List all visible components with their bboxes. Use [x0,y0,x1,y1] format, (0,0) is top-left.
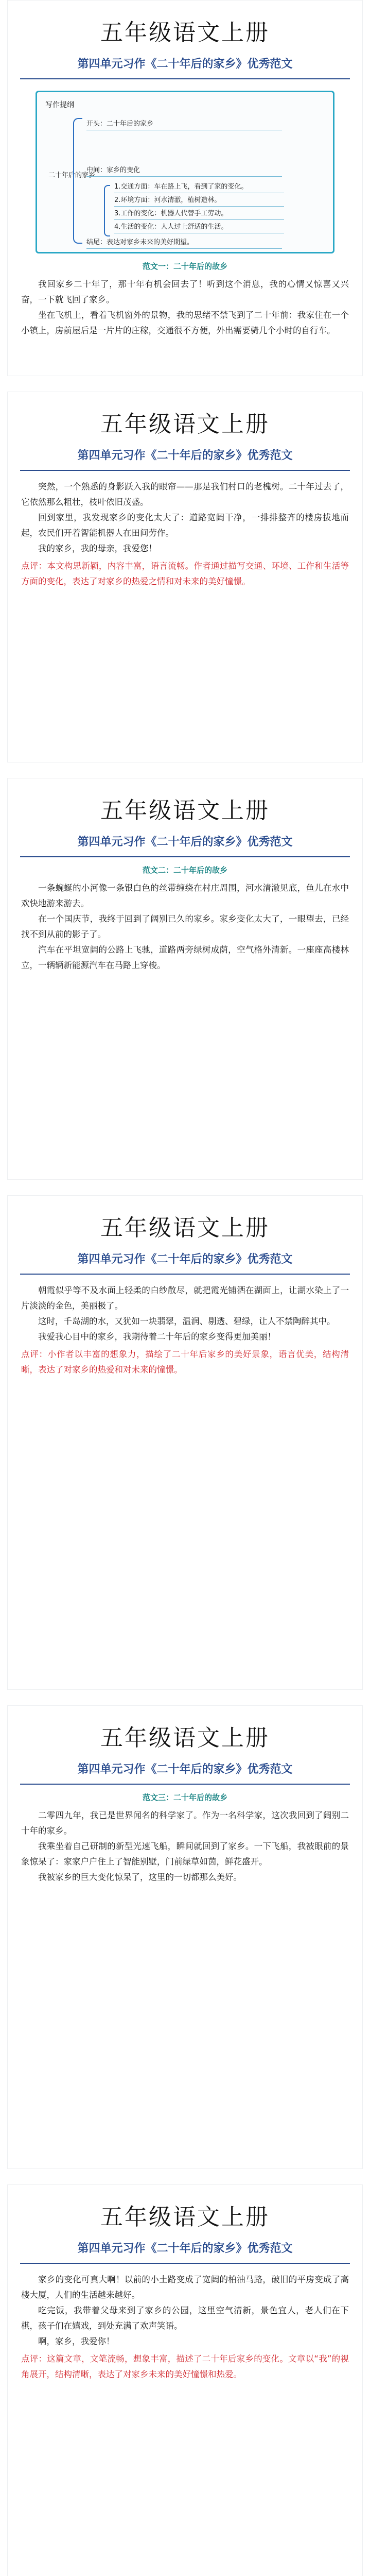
outline-sub-brace [104,185,110,236]
body-paragraph: 家乡的变化可真大啊！以前的小土路变成了宽阔的柏油马路，破旧的平房变成了高楼大厦，人们的生活越来越好。 [21,2275,349,2300]
outline-line: 开头：二十年后的家乡 [86,118,282,130]
card-title: 五年级语文上册 [100,2204,270,2230]
outline-sub-line: 3.工作的变化：机器人代替手工劳动。 [114,208,284,220]
outline-line: 结尾：表达对家乡未来的美好期望。 [86,236,282,249]
outline-sub-line: 2.环境方面：河水清澈，植树造林。 [114,194,284,207]
outline-sub-line: 1.交通方面：车在路上飞，看到了家的变化。 [114,181,284,193]
writing-outline-box [36,91,334,253]
outline-brace [73,118,82,244]
body-paragraph: 回到家里，我发现家乡的变化太大了：道路宽阔干净，一排排整齐的楼房拔地而起，农民们开着智能机器人在田间劳作。 [21,513,349,538]
card-title: 五年级语文上册 [100,1215,270,1241]
card-title: 五年级语文上册 [100,798,270,824]
card-subtitle: 第四单元习作《二十年后的家乡》优秀范文 [77,1253,293,1266]
card-subtitle: 第四单元习作《二十年后的家乡》优秀范文 [77,836,293,849]
body-paragraph: 在一个国庆节，我终于回到了阔别已久的家乡。家乡变化太大了，一眼望去，已经找不到从前的影子了。 [21,914,349,939]
card-header [8,2185,362,2256]
card-header [8,1196,362,1266]
card-title: 五年级语文上册 [100,20,270,46]
review-note: 点评：小作者以丰富的想象力，描绘了二十年后家乡的美好景象，语言优美，结构清晰，表达了对家乡的热爱和对未来的憧憬。 [21,1349,349,1375]
section-title: 范文二：二十年后的故乡 [142,866,227,875]
body-paragraph: 汽车在平坦宽阔的公路上飞驰，道路两旁绿树成荫，空气格外清新。一座座高楼林立，一辆辆新能源汽车在马路上穿梭。 [21,945,349,970]
outline-root: 二十年后的家乡 [48,172,96,179]
body-paragraph: 吃完饭，我带着父母来到了家乡的公园，这里空气清新，景色宜人，老人们在下棋，孩子们在嬉戏，到处充满了欢声笑语。 [21,2306,349,2331]
body-paragraph: 二零四九年，我已是世界闻名的科学家了。作为一名科学家，这次我回到了阔别二十年的家乡。 [21,1810,349,1836]
body-paragraph: 我回家乡二十年了，那十年有机会回去了！听到这个消息，我的心情又惊喜又兴奋，一下就飞回了家乡。 [21,279,349,304]
body-paragraph: 我爱我心目中的家乡，我期待着二十年后的家乡变得更加美丽！ [38,1332,276,1342]
card-title: 五年级语文上册 [100,411,270,437]
header-divider [20,1784,350,1785]
body-paragraph: 这时，千岛湖的水，又犹如一块翡翠，温润、剔透、碧绿，让人不禁陶醉其中。 [38,1316,336,1326]
card-subtitle: 第四单元习作《二十年后的家乡》优秀范文 [77,58,293,71]
body-paragraph: 我的家乡，我的母亲，我爱您！ [38,544,157,553]
article-card-1 [7,0,363,376]
card-header [8,1,362,71]
article-card-6 [7,2184,363,2576]
body-paragraph: 啊，家乡，我爱你！ [38,2336,115,2346]
card-title: 五年级语文上册 [100,1725,270,1751]
card-subtitle: 第四单元习作《二十年后的家乡》优秀范文 [77,449,293,462]
body-paragraph: 一条蜿蜒的小河像一条银白色的丝带缠绕在村庄周围，河水清澈见底，鱼儿在水中欢快地游来游去。 [21,883,349,908]
article-card-4 [7,1195,363,1690]
section-title: 范文三：二十年后的故乡 [142,1793,227,1802]
header-divider [20,78,350,79]
section-title: 范文一：二十年后的故乡 [142,262,227,271]
review-note: 点评：本文构思新颖，内容丰富，语言流畅。作者通过描写交通、环境、工作和生活等方面的变化，表达了对家乡的热爱之情和对未来的美好憧憬。 [21,561,349,586]
outline-heading: 写作提纲 [45,101,74,109]
review-note: 点评：这篇文章，文笔流畅，想象丰富，描述了二十年后家乡的变化。文章以“我”的视角展开，结构清晰，表达了对家乡未来的美好憧憬和热爱。 [21,2354,349,2379]
article-card-5 [7,1705,363,2169]
outline-line: 中间：家乡的变化 [86,164,282,177]
article-card-3 [7,778,363,1180]
body-paragraph: 突然，一个熟悉的身影跃入我的眼帘——那是我们村口的老槐树。二十年过去了，它依然那么粗壮，枝叶依旧茂盛。 [21,482,349,507]
header-divider [20,856,350,857]
body-paragraph: 朝霞似乎等不及水面上轻柔的白纱散尽，就把霞光铺洒在湖面上，让湖水染上了一片淡淡的金色，美丽极了。 [21,1285,349,1311]
card-header [8,392,362,463]
body-paragraph: 坐在飞机上，看着飞机窗外的景物，我的思绪不禁飞到了二十年前：我家住在一个小镇上，房前屋后是一片片的庄稼，交通很不方便，外出需要骑几个小时的自行车。 [21,310,349,335]
article-card-2 [7,392,363,762]
body-paragraph: 我被家乡的巨大变化惊呆了，这里的一切都那么美好。 [38,1872,242,1882]
card-header [8,778,362,849]
body-paragraph: 我乘坐着自己研制的新型光速飞船，瞬间就回到了家乡。一下飞船，我被眼前的景象惊呆了：家家户户住上了智能别墅，门前绿草如茵，鲜花盛开。 [21,1841,349,1867]
card-subtitle: 第四单元习作《二十年后的家乡》优秀范文 [77,2242,293,2255]
outline-sub-line: 4.生活的变化：人人过上舒适的生活。 [114,221,284,233]
card-header [8,1706,362,1776]
card-subtitle: 第四单元习作《二十年后的家乡》优秀范文 [77,1763,293,1776]
